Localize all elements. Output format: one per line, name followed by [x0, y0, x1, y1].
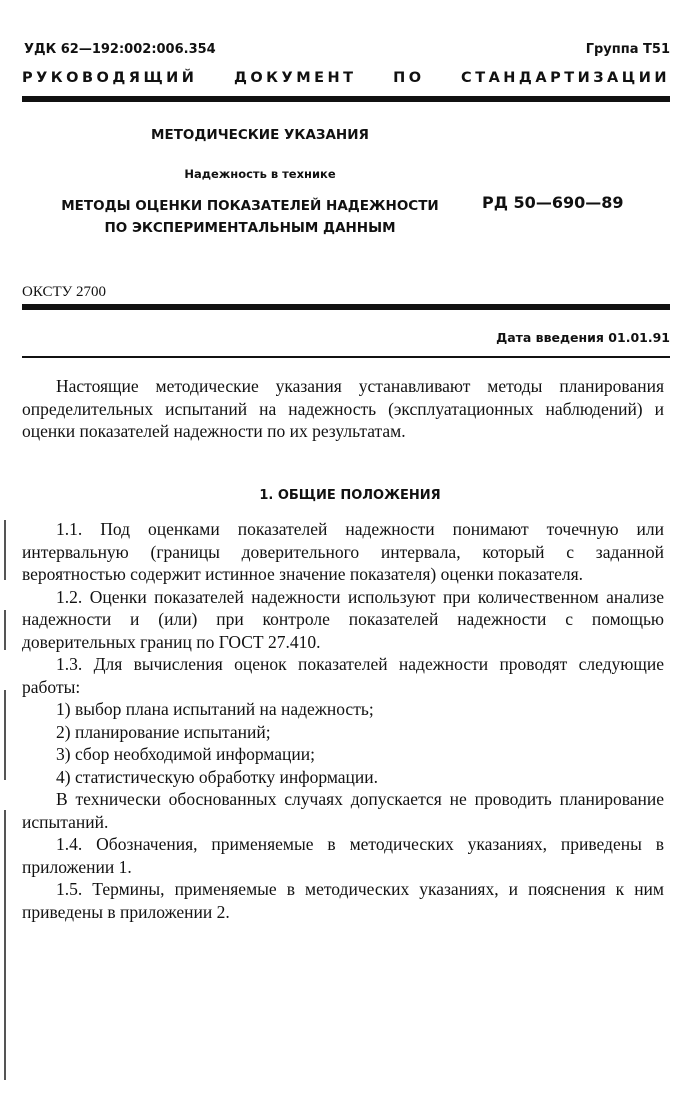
document-number: РД 50—690—89	[482, 193, 624, 212]
clause-1-4: 1.4. Обозначения, применяемые в методических указаниях, приведены в приложении 1.	[22, 834, 664, 877]
intro-paragraph: Настоящие методические указания устанавливают методы планирования определительных испытаний на надежность (эксплуатационных наблюдений) и оценки показателей надежности по их результатам.	[22, 376, 664, 441]
banner-word: СТАНДАРТИЗАЦИИ	[461, 70, 670, 86]
section-1-body	[22, 518, 664, 923]
date-rule	[22, 356, 670, 358]
header-rule	[22, 96, 670, 102]
section-heading: 1. ОБЩИЕ ПОЛОЖЕНИЯ	[259, 488, 441, 503]
guidelines-label: МЕТОДИЧЕСКИЕ УКАЗАНИЯ	[151, 127, 369, 143]
udk-code: УДК 62—192:002:006.354	[24, 42, 216, 57]
list-item: 2) планирование испытаний;	[56, 721, 271, 742]
scan-edge-marks	[0, 480, 14, 1100]
effective-date: Дата введения 01.01.91	[496, 330, 670, 345]
clause-1-3-note: В технически обоснованных случаях допускается не проводить планирование испытаний.	[22, 789, 664, 832]
clause-1-2: 1.2. Оценки показателей надежности используют при количественном анализе надежности и (или) при контроле показателей надежности с помощью доверительных границ по ГОСТ 27.410.	[22, 586, 664, 652]
list-item: 4) статистическую обработку информации.	[56, 766, 379, 787]
clause-1-3: 1.3. Для вычисления оценок показателей надежности проводят следующие работы:	[22, 654, 664, 697]
banner-word: РУКОВОДЯЩИЙ	[22, 70, 198, 86]
document-title-line-2: ПО ЭКСПЕРИМЕНТАЛЬНЫМ ДАННЫМ	[104, 220, 396, 236]
clause-1-5: 1.5. Термины, применяемые в методических указаниях, и пояснения к ним приведены в приложении 2.	[22, 879, 664, 922]
group-code: Группа Т51	[585, 42, 670, 57]
banner-word: ДОКУМЕНТ	[233, 70, 357, 86]
scan-mark	[4, 520, 6, 580]
scan-mark	[4, 690, 6, 780]
banner-word: ПО	[393, 70, 425, 86]
intro-section	[22, 375, 664, 443]
okstu-code: ОКСТУ 2700	[22, 284, 107, 300]
scan-mark	[4, 810, 6, 1080]
document-title-line-1: МЕТОДЫ ОЦЕНКИ ПОКАЗАТЕЛЕЙ НАДЕЖНОСТИ	[61, 198, 439, 214]
subject-label: Надежность в технике	[184, 167, 336, 181]
list-item: 3) сбор необходимой информации;	[56, 744, 315, 764]
scan-mark	[4, 610, 6, 650]
work-list	[22, 698, 664, 788]
okstu-rule	[22, 304, 670, 310]
list-item: 1) выбор плана испытаний на надежность;	[56, 699, 374, 719]
clause-1-1: 1.1. Под оценками показателей надежности понимают точечную или интервальную (границы доверительного интервала, который с заданной вероятностью содержит истинное значение показателя) оценки показателя.	[22, 519, 664, 584]
document-type-banner	[22, 70, 670, 86]
